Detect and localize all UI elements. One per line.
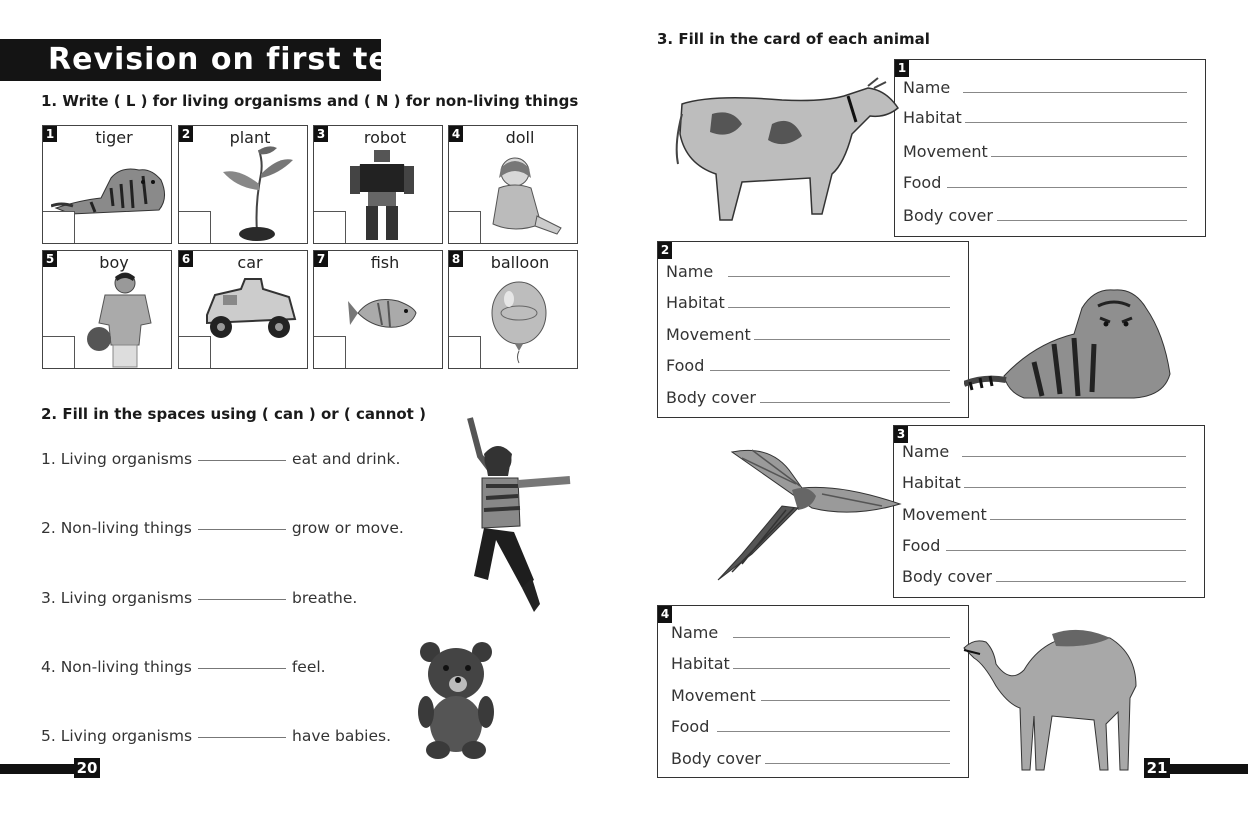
blank-input-2[interactable] — [198, 528, 286, 530]
sentence-3 — [41, 589, 357, 607]
item-number: 6 — [179, 251, 193, 267]
card-number: 1 — [895, 60, 909, 77]
field-movement: Movement — [902, 505, 1186, 535]
item-number: 1 — [43, 126, 57, 142]
item-card-car — [178, 250, 308, 369]
blank-input-3[interactable] — [198, 598, 286, 600]
item-card-balloon — [448, 250, 578, 369]
item-number: 5 — [43, 251, 57, 267]
sentence-start: 4. Non-living things — [41, 658, 192, 676]
movement-input[interactable] — [754, 339, 950, 340]
sentence-start: 2. Non-living things — [41, 519, 192, 537]
item-label: doll — [505, 128, 535, 147]
sentence-end: have babies. — [292, 727, 392, 745]
doll-icon — [485, 154, 565, 238]
field-name: Name — [666, 262, 950, 292]
sentence-start: 5. Living organisms — [41, 727, 193, 745]
food-input[interactable] — [710, 370, 950, 371]
animal-card-2 — [657, 241, 969, 418]
tiger-icon — [51, 148, 171, 218]
answer-box-8[interactable] — [449, 336, 481, 368]
camel-icon — [960, 624, 1142, 772]
field-habitat: Habitat — [671, 654, 950, 684]
footer-bar-left — [0, 764, 76, 774]
body-cover-input[interactable] — [760, 402, 950, 403]
item-label: car — [237, 253, 263, 272]
page-title: Revision on first term — [48, 42, 438, 77]
field-food: Food — [903, 173, 1187, 203]
name-input[interactable] — [728, 276, 950, 277]
habitat-input[interactable] — [733, 668, 950, 669]
q1-heading: 1. Write ( L ) for living organisms and ( N ) for non-living things — [41, 92, 579, 110]
card-number: 4 — [658, 606, 672, 623]
field-name: Name — [671, 623, 950, 653]
field-movement: Movement — [671, 686, 950, 716]
field-food: Food — [671, 717, 950, 747]
item-label: balloon — [490, 253, 550, 272]
sentence-4 — [41, 658, 326, 676]
answer-box-4[interactable] — [449, 211, 481, 243]
fish-icon — [348, 291, 418, 335]
field-food: Food — [902, 536, 1186, 566]
item-number: 2 — [179, 126, 193, 142]
item-card-fish — [313, 250, 443, 369]
item-number: 7 — [314, 251, 328, 267]
sentence-end: grow or move. — [291, 519, 404, 537]
answer-box-1[interactable] — [43, 211, 75, 243]
sentence-end: eat and drink. — [292, 450, 401, 468]
boy-icon — [83, 271, 155, 369]
answer-box-5[interactable] — [43, 336, 75, 368]
animal-card-1 — [894, 59, 1206, 237]
sentence-end: breathe. — [292, 589, 358, 607]
habitat-input[interactable] — [728, 307, 950, 308]
name-input[interactable] — [962, 456, 1186, 457]
answer-box-2[interactable] — [179, 211, 211, 243]
sentence-end: feel. — [291, 658, 326, 676]
answer-box-6[interactable] — [179, 336, 211, 368]
field-body-cover: Body cover — [666, 388, 950, 418]
food-input[interactable] — [946, 550, 1186, 551]
item-number: 3 — [314, 126, 328, 142]
name-input[interactable] — [733, 637, 950, 638]
item-label: fish — [370, 253, 400, 272]
field-movement: Movement — [666, 325, 950, 355]
habitat-input[interactable] — [964, 487, 1186, 488]
footer-bar-right — [1168, 764, 1248, 774]
field-movement: Movement — [903, 142, 1187, 172]
field-food: Food — [666, 356, 950, 386]
item-card-boy — [42, 250, 172, 369]
card-number: 2 — [658, 242, 672, 259]
field-habitat: Habitat — [903, 108, 1187, 138]
body-cover-input[interactable] — [997, 220, 1187, 221]
blank-input-5[interactable] — [198, 736, 286, 738]
item-label: robot — [363, 128, 407, 147]
teddy-bear-icon — [418, 640, 494, 760]
field-name: Name — [902, 442, 1186, 472]
answer-box-7[interactable] — [314, 336, 346, 368]
habitat-input[interactable] — [965, 122, 1187, 123]
item-card-tiger — [42, 125, 172, 244]
body-cover-input[interactable] — [765, 763, 950, 764]
movement-input[interactable] — [990, 519, 1186, 520]
blank-input-4[interactable] — [198, 667, 286, 669]
item-label: boy — [99, 253, 129, 272]
item-label: tiger — [95, 128, 133, 147]
q3-heading: 3. Fill in the card of each animal — [657, 30, 930, 48]
cow-icon — [672, 74, 902, 230]
card-number: 3 — [894, 426, 908, 443]
item-card-robot — [313, 125, 443, 244]
sentence-start: 3. Living organisms — [41, 589, 193, 607]
q2-heading: 2. Fill in the spaces using ( can ) or ( cannot ) — [41, 405, 426, 423]
field-habitat: Habitat — [902, 473, 1186, 503]
movement-input[interactable] — [991, 156, 1187, 157]
sentence-start: 1. Living organisms — [41, 450, 193, 468]
sentence-5 — [41, 727, 391, 745]
field-habitat: Habitat — [666, 293, 950, 323]
plant-icon — [209, 144, 299, 242]
movement-input[interactable] — [761, 700, 950, 701]
item-card-doll — [448, 125, 578, 244]
page-number-right: 21 — [1144, 758, 1170, 778]
balloon-icon — [489, 281, 549, 365]
jumping-girl-icon — [462, 416, 574, 616]
field-body-cover: Body cover — [903, 206, 1187, 236]
animal-card-4 — [657, 605, 969, 778]
field-body-cover: Body cover — [902, 567, 1186, 597]
page-number-left: 20 — [74, 758, 100, 778]
answer-box-3[interactable] — [314, 211, 346, 243]
car-icon — [201, 275, 299, 345]
blank-input-1[interactable] — [198, 459, 286, 461]
parrot-icon — [712, 444, 904, 582]
tiger-icon — [964, 284, 1174, 402]
food-input[interactable] — [717, 731, 950, 732]
sentence-1 — [41, 450, 400, 468]
item-number: 8 — [449, 251, 463, 267]
sentence-2 — [41, 519, 404, 537]
field-body-cover: Body cover — [671, 749, 950, 779]
name-input[interactable] — [963, 92, 1187, 93]
robot-icon — [350, 148, 414, 244]
food-input[interactable] — [947, 187, 1187, 188]
field-name: Name — [903, 78, 1187, 108]
animal-card-3 — [893, 425, 1205, 598]
body-cover-input[interactable] — [996, 581, 1186, 582]
item-number: 4 — [449, 126, 463, 142]
item-label: plant — [229, 128, 271, 147]
item-card-plant — [178, 125, 308, 244]
